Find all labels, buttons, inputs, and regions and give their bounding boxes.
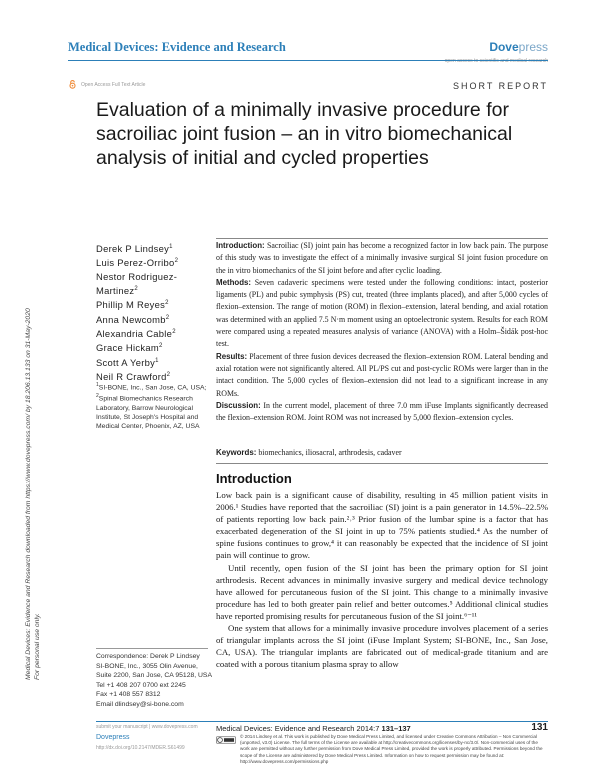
correspondence <box>96 652 216 710</box>
correspondence-line: SI-BONE, Inc., 3055 Olin Avenue, <box>96 662 198 670</box>
author[interactable]: Neil R Crawford$^2$ <box>96 370 171 382</box>
abstract <box>216 240 548 460</box>
citation: Medical Devices: Evidence and Research 2014:7 131–137 <box>216 724 411 733</box>
open-access-lock-icon <box>68 80 77 89</box>
correspondence-line: Suite 2200, San Jose, CA 95128, USA <box>96 672 213 680</box>
article-type: SHORT REPORT <box>452 81 548 91</box>
introduction-body <box>216 489 548 711</box>
abstract-results: Results: Placement of three fusion devices decreased the flexion–extension ROM. Lateral bending and axial rotation were not significantly altered. All PL/PS cut and post-cyclic ROMs were larger than in the intact condition. The 5,000 cycles of flexion–extension did not lead to a significant increase in any ROMs. <box>216 351 548 398</box>
keywords: Keywords: biomechanics, iliosacral, arthrodesis, cadaver <box>216 448 402 457</box>
author[interactable]: Nestor Rodriguez-Martinez$^2$ <box>96 270 178 296</box>
publisher-light: press <box>518 40 548 54</box>
doi-link[interactable]: http://dx.doi.org/10.2147/MDER.S61499 <box>96 745 185 751</box>
header-rule <box>68 60 548 61</box>
author[interactable]: Alexandria Cable$^2$ <box>96 327 176 339</box>
author-list <box>96 241 211 383</box>
author[interactable]: Luis Perez-Orribo$^2$ <box>96 257 179 269</box>
correspondence-email[interactable]: Email dlindsey@si-bone.com <box>96 700 184 708</box>
footer-publisher[interactable]: Dovepress <box>96 734 130 741</box>
affiliation: $^2$Spinal Biomechanics Research Laboratory, Barrow Neurological Institute, St Joseph's Hospital and Medical Center, Phoenix, AZ, USA <box>96 393 200 431</box>
correspondence-line: Correspondence: Derek P Lindsey <box>96 653 200 660</box>
correspondence-line: Fax +1 408 557 8312 <box>96 691 161 699</box>
license-text: © 2014 Lindsey et al. This work is published by Dove Medical Press Limited, and licensed under Creative Commons Attribution – Non Commercial (unported, v3.0) License. The full terms of the License are available at http://creativecommons.org/licenses/by-nc/3.0/. Non-commercial uses of the work are permitted without any further permission from Dove Medical Press Limited, provided the work is properly attributed. Permissions beyond the scope of the License are administered by Dove Medical Press Limited. Information on how to request permission may be found at: http://www.dovepress.com/permissions.php <box>240 734 543 764</box>
submit-manuscript-link[interactable]: submit your manuscript | www.dovepress.com <box>96 724 198 730</box>
abstract-introduction: Introduction: Sacroiliac (SI) joint pain has become a recognized factor in low back pain. The purpose of this study was to investigate the effect of a minimally invasive surgical SI joint fusion procedure on the in vitro biomechanics of the SI joint before and after cyclic loading. <box>216 241 548 275</box>
creative-commons-icon[interactable] <box>216 736 236 744</box>
footer-rule <box>96 721 548 722</box>
side-note-line-1: Medical Devices: Evidence and Research downloaded from https://www.dovepress.com/ by 18.206.13.133 on 31-May-2020 <box>25 308 32 680</box>
publisher-tagline: open access to scientific and medical research <box>444 58 548 64</box>
paragraph: Low back pain is a significant cause of disability, resulting in 45 million patient visits in 2006.¹ Studies have reported that the sacroiliac (SI) joint is a pain generator in 14.5%–22.5% of patients reporting low back pain.²˒³ Prior fusion of the lumbar spine is a factor that has exacerbated degeneration of the SI joint in up to 75% patients studied.⁴ As the number of spine fusions continues to grow,⁴ it can reasonably be expected that the incidence of SI joint pain will continue to grow. <box>216 490 548 561</box>
open-access-label: Open Access Full Text Article <box>81 81 146 88</box>
paragraph: Until recently, open fusion of the SI joint has been the primary option for SI joint arthrodesis. Recent advances in minimally invasive surgery and medical device technology have allowed for percutaneous fusion of the SI joint. This change to a minimally invasive procedure has led to both greater pain relief and better outcomes.⁵ Additional clinical studies have reported promising results for percutaneous fusion of the SI joint.⁶⁻¹¹ <box>216 562 548 621</box>
abstract-rule-bottom <box>216 463 548 464</box>
author[interactable]: Scott A Yerby$^1$ <box>96 356 159 368</box>
side-download-note <box>4 120 48 680</box>
page-number: 131 <box>531 722 548 733</box>
article-title: Evaluation of a minimally invasive procedure for sacroiliac joint fusion – an in vitro biomechanical analysis of initial and cycled properties <box>96 99 513 169</box>
introduction-heading: Introduction <box>216 471 292 486</box>
journal-title: Medical Devices: Evidence and Research <box>68 40 286 54</box>
open-access-badge <box>68 80 145 89</box>
author[interactable]: Phillip M Reyes$^2$ <box>96 299 169 311</box>
author[interactable]: Derek P Lindsey$^1$ <box>96 243 173 255</box>
abstract-discussion: Discussion: In the current model, placement of three 7.0 mm iFuse Implants significantly decreased the flexion–extension ROM. Joint ROM was not increased by 5,000 flexion–extension cycles. <box>216 400 548 423</box>
paragraph: One system that allows for a minimally invasive procedure involves placement of a series of triangular implants across the SI joint (iFuse Implant System; SI-BONE, Inc., San Jose, CA, USA). The triangular implants are fabricated out of medical-grade titanium and are coated with a porous titanium plasma spray to allow <box>216 623 548 670</box>
author[interactable]: Grace Hickam$^2$ <box>96 342 163 354</box>
publisher-logo[interactable] <box>489 40 548 54</box>
side-note-line-2: For personal use only. <box>34 613 41 680</box>
correspondence-line: Tel +1 408 207 0700 ext 2245 <box>96 681 186 689</box>
publisher-bold: Dove <box>489 40 519 54</box>
affiliation: $^1$SI-BONE, Inc., San Jose, CA, USA; <box>96 382 207 392</box>
affiliations <box>96 381 208 432</box>
abstract-rule-top <box>216 238 548 239</box>
abstract-methods: Methods: Seven cadaveric specimens were tested under the following conditions: intact, posterior ligaments (PL) and pubic symphysis (PS) cut, treated (three implants placed), and after 5,000 cycles of flexion–extension. The range of motion (ROM) in flexion–extension, lateral bending, and axial rotation was determined with an applied 7.5 N·m moment using an optoelectronic system. Results for each ROM were compared using a repeated measures analysis of variance (ANOVA) with a Holm–Šidák post-hoc test. <box>216 277 548 349</box>
correspondence-rule <box>96 648 208 649</box>
author[interactable]: Anna Newcomb$^2$ <box>96 313 170 325</box>
